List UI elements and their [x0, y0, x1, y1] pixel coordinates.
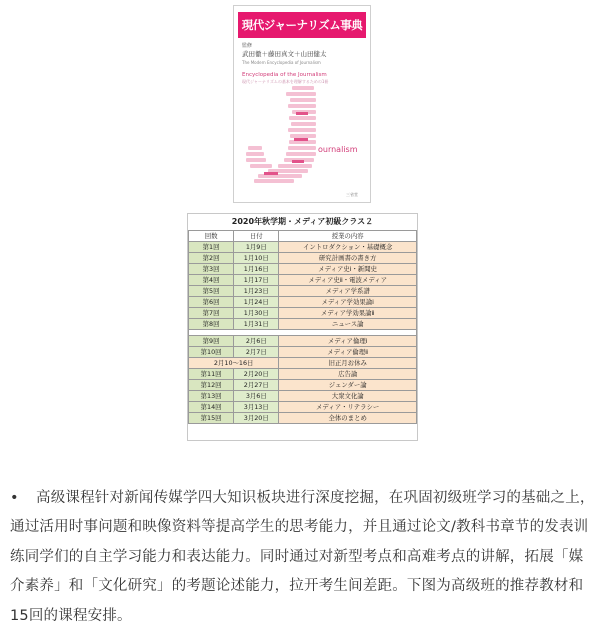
header-content: 授業の内容 [279, 231, 417, 242]
session-date: 1月10日 [234, 253, 279, 264]
schedule-body-part1 [189, 242, 417, 330]
book-subtitle: The Modern Encyclopedia of Journalism [242, 60, 321, 65]
session-number: 第6回 [189, 297, 234, 308]
book-editors: 武田徹＋藤田真文＋山田健太 [242, 50, 327, 58]
header-session: 回数 [189, 231, 234, 242]
schedule-row [189, 347, 417, 358]
session-number: 第11回 [189, 369, 234, 380]
session-number: 第9回 [189, 336, 234, 347]
session-topic: ジェンダー論 [279, 380, 417, 391]
book-cover [233, 5, 371, 203]
schedule-row [189, 286, 417, 297]
session-topic: メディア学効果論ⅰ [279, 297, 417, 308]
schedule-holiday [189, 358, 417, 369]
book-title: 現代ジャーナリズム事典 [238, 12, 366, 38]
session-topic: メディア学効果論ⅱ [279, 308, 417, 319]
session-date: 2月20日 [234, 369, 279, 380]
session-date: 1月9日 [234, 242, 279, 253]
schedule-body-part2 [189, 336, 417, 358]
session-number: 第15回 [189, 413, 234, 424]
course-schedule [187, 213, 418, 441]
session-date: 2月6日 [234, 336, 279, 347]
session-number: 第3回 [189, 264, 234, 275]
session-number: 第5回 [189, 286, 234, 297]
schedule-row [189, 242, 417, 253]
header-date: 日付 [234, 231, 279, 242]
book-publisher: 三省堂 [346, 192, 358, 197]
schedule-row [189, 253, 417, 264]
book-editor-label: 監修 [242, 43, 253, 49]
schedule-row [189, 297, 417, 308]
session-topic: メディア史ⅰ・新聞史 [279, 264, 417, 275]
schedule-title: 2020年秋学期・メディア初級クラス２ [231, 217, 374, 226]
session-topic: 大衆文化論 [279, 391, 417, 402]
schedule-row [189, 336, 417, 347]
course-description [10, 484, 596, 631]
session-date: 1月30日 [234, 308, 279, 319]
session-number: 第8回 [189, 319, 234, 330]
course-description-text: 高级课程针对新闻传媒学四大知识板块进行深度挖掘，在巩固初级班学习的基础之上，通过活用时事问题和映像资料等提高学生的思考能力，并且通过论文/教科书章节的发表训练同学们的自主学习能力和表达能力。同时通过对新型考点和高难考点的讲解，拓展「媒介素养」和「文化研究」的考题论述能力，拉开考生间差距。下图为高级班的推荐教材和15回的课程安排。 [10, 490, 595, 624]
session-date: 2月27日 [234, 380, 279, 391]
schedule-body-part3 [189, 369, 417, 424]
session-date: 3月6日 [234, 391, 279, 402]
schedule-row [189, 380, 417, 391]
session-number: 第1回 [189, 242, 234, 253]
holiday-row [189, 358, 417, 369]
session-topic: 全体のまとめ [279, 413, 417, 424]
session-topic: メディア倫理ⅰ [279, 336, 417, 347]
session-date: 2月7日 [234, 347, 279, 358]
session-topic: メディア倫理ⅱ [279, 347, 417, 358]
schedule-row [189, 319, 417, 330]
schedule-row [189, 308, 417, 319]
schedule-row [189, 413, 417, 424]
schedule-row [189, 391, 417, 402]
journalism-j-artwork [234, 68, 370, 196]
schedule-row [189, 275, 417, 286]
session-date: 1月17日 [234, 275, 279, 286]
book-english-subtitle: 現代ジャーナリズムの基本を理解するための1冊 [242, 79, 329, 84]
session-date: 1月31日 [234, 319, 279, 330]
schedule-row [189, 369, 417, 380]
book-english-title: Encyclopedia of the Journalism [242, 72, 327, 78]
session-number: 第13回 [189, 391, 234, 402]
schedule-row [189, 264, 417, 275]
session-date: 1月24日 [234, 297, 279, 308]
session-number: 第7回 [189, 308, 234, 319]
holiday-label: 旧正月お休み [279, 358, 417, 369]
session-number: 第12回 [189, 380, 234, 391]
schedule-header-row [189, 231, 417, 242]
session-date: 3月20日 [234, 413, 279, 424]
session-topic: メディア史ⅱ・電波メディア [279, 275, 417, 286]
session-topic: ニュース論 [279, 319, 417, 330]
session-number: 第4回 [189, 275, 234, 286]
session-topic: 研究計画書の書き方 [279, 253, 417, 264]
session-topic: イントロダクション・基礎概念 [279, 242, 417, 253]
session-number: 第10回 [189, 347, 234, 358]
session-topic: メディア学系譜 [279, 286, 417, 297]
session-topic: メディア・リテラシー [279, 402, 417, 413]
session-date: 1月16日 [234, 264, 279, 275]
schedule-table [188, 230, 417, 424]
session-topic: 広告論 [279, 369, 417, 380]
bullet-point: • [10, 490, 19, 506]
holiday-dates: 2月10〜16日 [189, 358, 279, 369]
session-date: 1月23日 [234, 286, 279, 297]
session-number: 第14回 [189, 402, 234, 413]
schedule-row [189, 402, 417, 413]
session-date: 3月13日 [234, 402, 279, 413]
session-number: 第2回 [189, 253, 234, 264]
book-journalism-word: ournalism [318, 145, 358, 154]
